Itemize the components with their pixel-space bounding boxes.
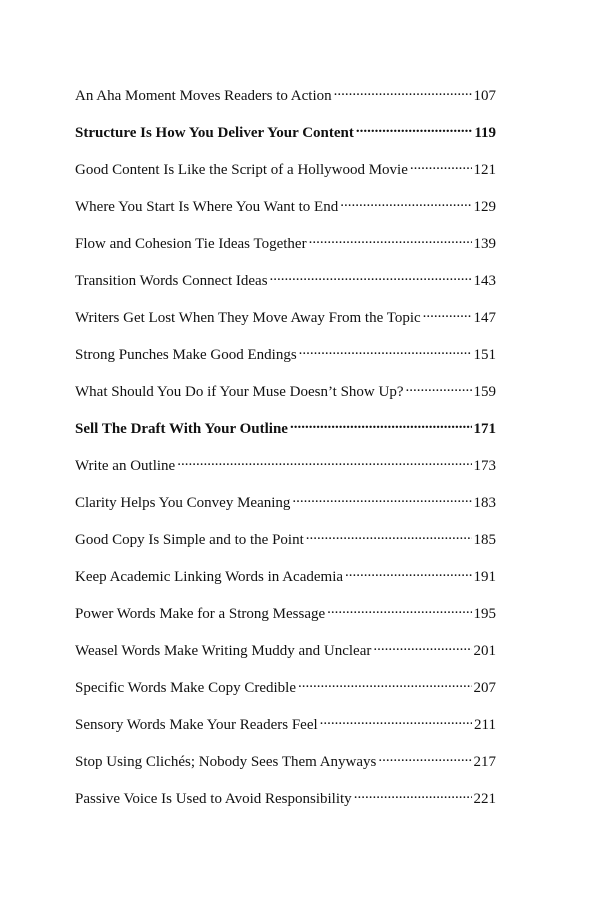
toc-entry-title: Writers Get Lost When They Move Away From the Topic [75, 310, 421, 326]
toc-dot-leader [354, 785, 472, 803]
toc-dot-leader [378, 748, 471, 766]
toc-page-number: 143 [473, 273, 496, 289]
toc-dot-leader [306, 526, 472, 544]
toc-entry-title: Passive Voice Is Used to Avoid Responsibility [75, 791, 352, 807]
toc-page-number: 147 [473, 310, 496, 326]
toc-dot-leader [290, 415, 472, 433]
toc-page-number: 183 [473, 495, 496, 511]
toc-entry-title: Keep Academic Linking Words in Academia [75, 569, 344, 585]
toc-entry[interactable] [75, 711, 496, 748]
toc-entry[interactable] [75, 156, 496, 193]
toc-entry[interactable] [75, 119, 496, 156]
toc-dot-leader [406, 378, 472, 396]
toc-entry-title: Stop Using Clichés; Nobody Sees Them Anyways [75, 754, 377, 770]
toc-entry-title: Write an Outline [75, 458, 176, 474]
toc-entry-title: Sell The Draft With Your Outline [75, 421, 288, 437]
toc-page-number: 191 [473, 569, 496, 585]
toc-entry[interactable] [75, 415, 496, 452]
toc-page-number: 207 [473, 680, 496, 696]
toc-entry-title: Specific Words Make Copy Credible [75, 680, 296, 696]
toc-entry-title: What Should You Do if Your Muse Doesn’t Show Up? [75, 384, 404, 400]
toc-dot-leader [345, 563, 471, 581]
toc-page-number: 195 [473, 606, 496, 622]
toc-page-number: 139 [473, 236, 496, 252]
toc-entry-title: Flow and Cohesion Tie Ideas Together [75, 236, 307, 252]
toc-dot-leader [340, 193, 471, 211]
toc-entry[interactable] [75, 341, 496, 378]
toc-entry[interactable] [75, 489, 496, 526]
toc-dot-leader [334, 82, 472, 100]
toc-dot-leader [309, 230, 472, 248]
toc-dot-leader [177, 452, 471, 470]
toc-dot-leader [410, 156, 472, 174]
toc-entry[interactable] [75, 230, 496, 267]
toc-page-number: 129 [473, 199, 496, 215]
toc-entry-title: Weasel Words Make Writing Muddy and Unclear [75, 643, 372, 659]
toc-entry-title: An Aha Moment Moves Readers to Action [75, 88, 332, 104]
toc-dot-leader [292, 489, 471, 507]
toc-entry[interactable] [75, 82, 496, 119]
toc-page-number: 171 [473, 421, 496, 437]
toc-entry[interactable] [75, 378, 496, 415]
toc-entry-title: Strong Punches Make Good Endings [75, 347, 297, 363]
toc-page-number: 201 [473, 643, 496, 659]
toc-dot-leader [327, 600, 471, 618]
toc-page-number: 151 [473, 347, 496, 363]
toc-entry[interactable] [75, 748, 496, 785]
toc-dot-leader [423, 304, 472, 322]
toc-page-number: 159 [473, 384, 496, 400]
toc-entry[interactable] [75, 452, 496, 489]
toc-dot-leader [270, 267, 472, 285]
toc-entry-title: Transition Words Connect Ideas [75, 273, 268, 289]
toc-dot-leader [299, 341, 472, 359]
toc-dot-leader [373, 637, 471, 655]
toc-dot-leader [298, 674, 472, 692]
toc-entry-title: Structure Is How You Deliver Your Content [75, 125, 354, 141]
toc-entry-title: Power Words Make for a Strong Message [75, 606, 326, 622]
toc-entry[interactable] [75, 267, 496, 304]
toc-entry[interactable] [75, 563, 496, 600]
toc-page-number: 119 [474, 125, 496, 141]
toc-entry[interactable] [75, 674, 496, 711]
toc-page-number: 221 [473, 791, 496, 807]
toc-page-number: 121 [473, 162, 496, 178]
toc-entry[interactable] [75, 304, 496, 341]
toc-page-number: 107 [473, 88, 496, 104]
toc-entry-title: Good Copy Is Simple and to the Point [75, 532, 304, 548]
toc-dot-leader [320, 711, 472, 729]
toc-page-number: 173 [473, 458, 496, 474]
toc-dot-leader [356, 119, 472, 137]
toc-page-number: 217 [473, 754, 496, 770]
table-of-contents [75, 82, 496, 822]
toc-entry-title: Clarity Helps You Convey Meaning [75, 495, 291, 511]
toc-entry-title: Where You Start Is Where You Want to End [75, 199, 339, 215]
toc-entry[interactable] [75, 526, 496, 563]
toc-page-number: 185 [473, 532, 496, 548]
toc-page-number: 211 [474, 717, 496, 733]
toc-entry-title: Sensory Words Make Your Readers Feel [75, 717, 318, 733]
toc-entry[interactable] [75, 193, 496, 230]
toc-entry[interactable] [75, 785, 496, 822]
toc-entry[interactable] [75, 600, 496, 637]
toc-entry-title: Good Content Is Like the Script of a Hollywood Movie [75, 162, 408, 178]
toc-entry[interactable] [75, 637, 496, 674]
